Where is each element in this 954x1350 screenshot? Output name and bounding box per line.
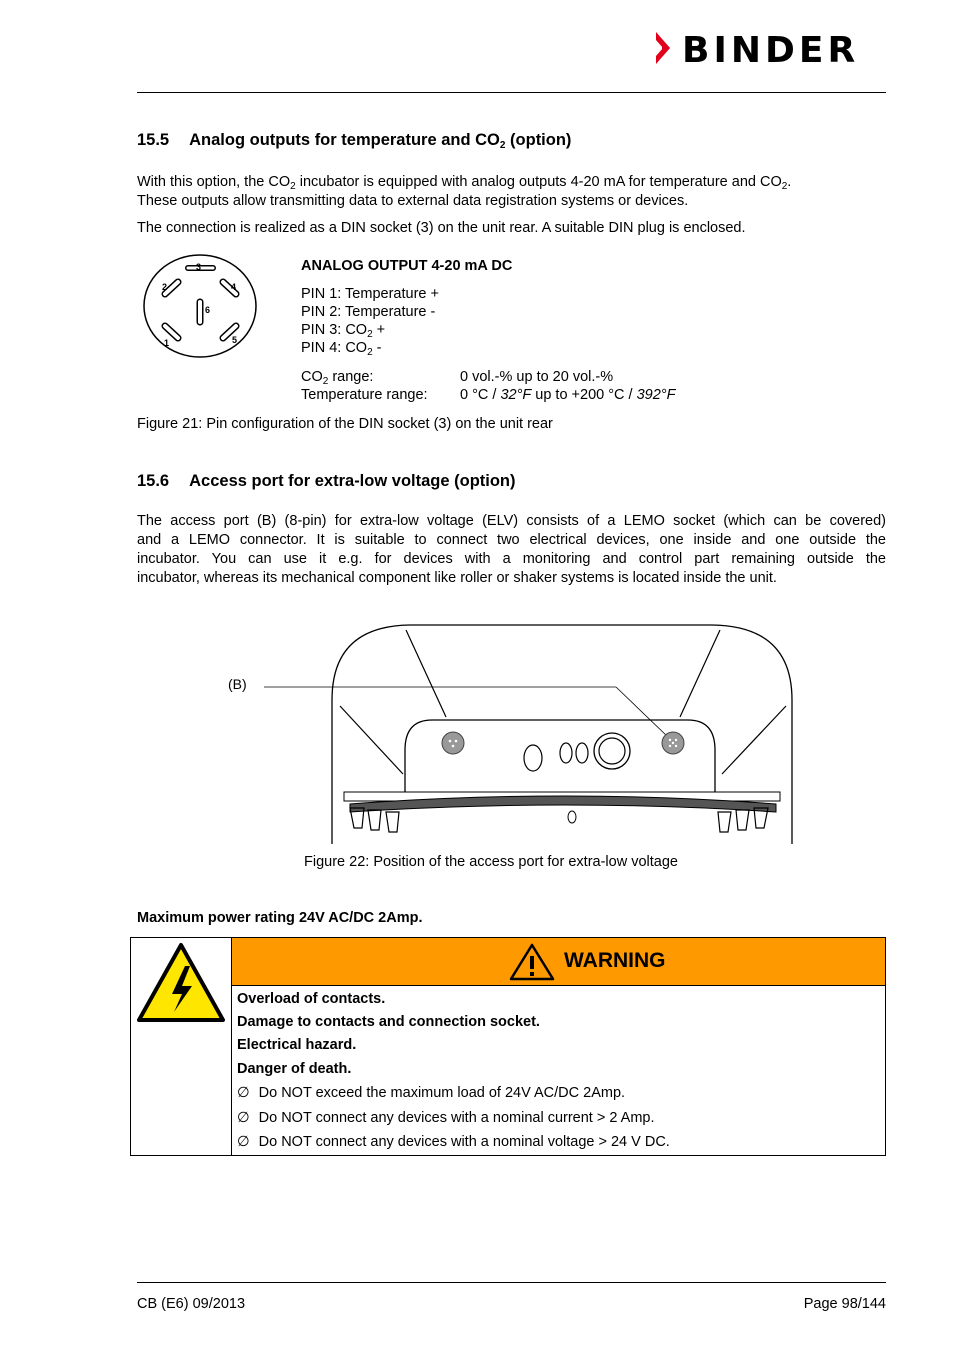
brand-name: BINDER <box>682 30 860 68</box>
section-number: 15.5 <box>137 131 170 149</box>
footer-doc-id: CB (E6) 09/2013 <box>137 1296 246 1312</box>
callout-b: (B) <box>228 676 247 692</box>
prohibition-icon: ∅ <box>237 1134 250 1150</box>
warning-header <box>232 938 885 986</box>
pin-label-5: 5 <box>232 335 238 345</box>
high-voltage-icon <box>136 942 226 1024</box>
prohibition-item: ∅ Do NOT connect any devices with a nominal voltage > 24 V DC. <box>237 1134 670 1150</box>
section-title: Analog outputs for temperature and CO <box>189 131 500 149</box>
footer-rule <box>137 1282 886 1283</box>
header-rule <box>137 92 886 93</box>
prohibition-item: ∅ Do NOT connect any devices with a nominal current > 2 Amp. <box>237 1110 655 1126</box>
binder-logo <box>652 28 888 68</box>
warning-triangle-icon <box>509 943 555 981</box>
analog-output-heading: ANALOG OUTPUT 4-20 mA DC <box>301 258 513 274</box>
range-values: 0 vol.-% up to 20 vol.-% 0 °C / 32°F up to +200 °C / 392°F <box>460 369 676 403</box>
pin-label-3: 3 <box>196 262 202 272</box>
din-socket-diagram <box>143 254 259 360</box>
figure22-caption: Figure 22: Position of the access port for extra-low voltage <box>304 854 678 870</box>
warning-line-2: Damage to contacts and connection socket. <box>237 1014 540 1030</box>
warning-line-4: Danger of death. <box>237 1061 352 1077</box>
pin-list: PIN 1: Temperature + PIN 2: Temperature - PIN 3: $CO_2$ + PIN 4: $CO_2$ - <box>301 286 439 358</box>
warning-line-1: Overload of contacts. <box>237 991 386 1007</box>
prohibition-icon: ∅ <box>237 1085 250 1101</box>
section-15-6-heading: 15.6 Access port for extra-low voltage (option) <box>137 472 516 490</box>
warning-icon-cell <box>131 938 232 1155</box>
pin-label-4: 4 <box>231 282 237 292</box>
prohibition-item: ∅ Do NOT exceed the maximum load of 24V AC/DC 2Amp. <box>237 1085 626 1101</box>
section-15-5-para1: With this option, the $CO_2$ incubator is equipped with analog outputs 4-20 mA for temperature and $CO_2$. These outputs allow transmitting data to external data registration systems or devices. <box>137 174 792 209</box>
section-15-5-heading: 15.5 Analog outputs for temperature and $CO_2$ (option) <box>137 131 572 151</box>
pin-label-2: 2 <box>162 282 168 292</box>
footer-page-number: Page 98/144 <box>803 1296 886 1312</box>
prohibition-icon: ∅ <box>237 1110 250 1126</box>
max-power-rating: Maximum power rating 24V AC/DC 2Amp. <box>137 910 423 926</box>
range-labels: $CO_2$ range: Temperature range: <box>301 369 428 403</box>
pin-label-6: 6 <box>205 305 211 315</box>
section-15-5-para2: The connection is realized as a DIN socket (3) on the unit rear. A suitable DIN plug is enclosed. <box>137 220 746 236</box>
section-15-6-para: The access port (B) (8-pin) for extra-low voltage (ELV) consists of a LEMO socket (which can be covered) and a LEMO connector. It is suitable to connect two electrical devices, one inside and one outside the incubator. You can use it e.g. for devices with a monitoring and control part remaining outside the incubator, whereas its mechanical component like roller or shaker systems is located inside the unit. <box>137 513 886 586</box>
warning-title: WARNING <box>564 949 666 972</box>
pin-label-1: 1 <box>164 338 170 348</box>
figure21-caption: Figure 21: Pin configuration of the DIN socket (3) on the unit rear <box>137 416 553 432</box>
access-port-diagram <box>220 620 800 848</box>
warning-table <box>130 937 886 1156</box>
warning-line-3: Electrical hazard. <box>237 1037 357 1053</box>
